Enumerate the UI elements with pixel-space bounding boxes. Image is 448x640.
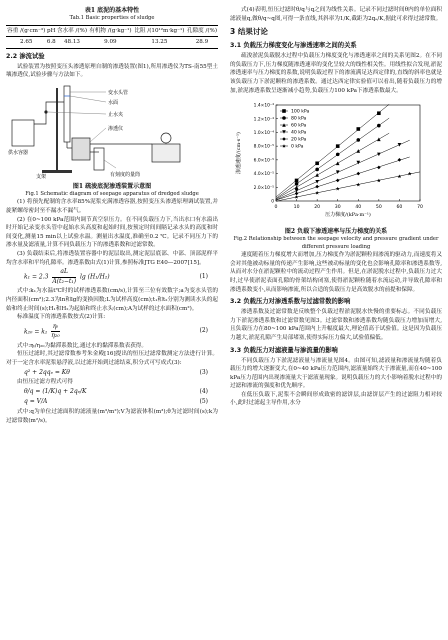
legend-label: 60 kPa — [291, 123, 307, 129]
paragraph: 由恒压过滤方程式可得 — [17, 379, 73, 386]
data-point-square — [295, 179, 299, 183]
data-point-square — [377, 112, 381, 116]
paragraph: 疏浚淤泥负载脱水过程中负载压力梯度变化与渗透速率之间的关系见图2。在不同的负载压力下,压力梯度随渗透速率的变化呈较大的线性相关性。用线性拟合发现,淤泥渗透速率与压力梯度的系数,说明负载过程下的渗流满足达西定律的,直线的斜率也就是该负载压力下淤泥颗粒的渗透系数。通过达西定律实验值可以看出,随着负载压力的增加,淤泥渗透系数呈逐渐减小趋势,负载压力100 kPa下渗透系数最大。 — [230, 53, 442, 94]
graduated-cylinder — [94, 148, 104, 170]
data-point-star — [408, 172, 412, 176]
y-tick-label: 1.0×10⁻⁴ — [253, 131, 274, 137]
label-graduated: 有刻度的量筒 — [110, 171, 141, 178]
y-tick-label: 1.4×10⁻⁴ — [253, 103, 274, 109]
equation-number: (4) — [199, 387, 208, 395]
label-water: 水面 — [108, 99, 119, 106]
table-header: 比阻 /(10¹²m·kg⁻¹) — [133, 25, 186, 36]
legend-label: 80 kPa — [291, 116, 307, 122]
data-point-circle — [295, 182, 299, 186]
paragraph: 试验装置为按照变压头渗透原理自制的渗透装置(图1),所用渗透仪为TS-南55型土壤渗透仪,试验步骤与方法如下。 — [6, 63, 218, 79]
y-tick-label: 1.2×10⁻⁴ — [253, 117, 274, 123]
equation-5: q = V/A (5) — [24, 398, 208, 406]
equation-1: k₁ = 2.3 $\frac{aL}{\text{A(t₂−t₁)}}$ lg (H₁/H₂) (1) — [24, 268, 208, 285]
x-axis-label: 压力梯度/(kPa·m⁻¹) — [325, 212, 371, 219]
label-container: 供水容器 — [8, 149, 29, 156]
legend-label: 40 kPa — [291, 130, 307, 136]
table-cell: 13.25 — [133, 37, 186, 49]
paragraph: 式中:k₁为水温t℃时的试样渗透系数(cm/s),计算至三位有效数字;a为变水头管的内径面积(cm²);2.3为ln和lg的变换因数;L为试样高度(cm);t₁和t₂分别为测读水头的起始和终止时间(s);H₁和H₂为起始和终止水头(cm);A为试样的过水面积(cm²)。 — [6, 288, 218, 312]
paragraph: 渗透系数及过滤常数是反映整个负载过程淤泥脱水快慢的重要标志。不同负载压力下淤泥渗透系数和过滤常数见图3。过滤常数和渗透系数均随负载压力增加而增大,且负载压力在80~100 kPa范围内上升幅度最大,理论值高于试验值。这是因为负载压力越大,淤泥孔隙产生局部堵塞,使得实际压力偏大,试验值偏低。 — [230, 309, 442, 341]
apparatus-diagram — [6, 82, 218, 180]
x-tick-label: 30 — [334, 205, 341, 211]
legend-label: 20 kPa — [291, 137, 307, 143]
label-permeameter: 渗透仪 — [108, 125, 124, 132]
paragraph: 恒压过滤时,其过滤常数参考朱金殿[16]提出的恒压过滤常数测定方法进行计算。对于一定含水率泥浆悬浮液,以过滤开始到过滤结束,积分式可写成式(3): — [6, 351, 218, 367]
y-tick-label: 8.0×10⁻⁵ — [253, 144, 274, 150]
paragraph: 速度随着压力梯度增大而增加,压力梯度作为淤泥颗粒间渗流的驱动力,而速度将又会对其他被动标量的传递产生影响,这些被动标量的变化也会影响孔隙率和渗透系数等,从而对水分在淤泥颗粒中的流动过程产生作用。但是,在淤泥脱水过程中,负载压力过大时,过早使淤泥表面孔隙的骨架结构闭塞,使得淤泥颗粒随着水流运动,并导致孔隙率和渗透系数变小,从而影响渗流,所以合适的负载压力是高效脱水的前提和保障。 — [230, 252, 442, 293]
data-point-circle — [336, 153, 340, 157]
table-cell: 48.13 — [56, 37, 88, 49]
clip-icon — [44, 110, 47, 113]
data-point-star — [398, 175, 402, 179]
left-column — [6, 6, 218, 425]
data-point-square — [356, 127, 360, 131]
table1-title-en: Tab.1 Basic properties of sludge — [69, 15, 155, 21]
y-tick-label: 2.0×10⁻⁵ — [253, 186, 274, 192]
data-point-triangle-up — [356, 149, 360, 153]
y-tick-label: 4.0×10⁻⁵ — [253, 172, 274, 178]
label-stand: 支架 — [36, 173, 47, 180]
data-point-circle — [315, 168, 319, 172]
paragraph: 式(4)表明,恒压过滤时θ/q与q之间为线性关系。记录不同过滤时间θ内的单位面积滤液量q,做θ/q~q图,可得一条直线,其斜率为1/K,截距为2qₑ/K,据此可求得过滤常数。 — [230, 7, 442, 22]
y-tick-label: 6.0×10⁻⁵ — [253, 158, 274, 164]
data-point-diamond — [295, 192, 299, 196]
equation-number: (2) — [199, 327, 208, 335]
fit-line — [276, 133, 389, 199]
table1 — [6, 25, 218, 49]
table-cell: 2.65 — [6, 37, 47, 49]
supply-container — [12, 120, 34, 146]
table-cell: 9.09 — [88, 37, 133, 49]
section-3-1-heading: 3.1 负载压力梯度变化与渗透速率之间的关系 — [230, 42, 357, 50]
figure-2 — [230, 97, 442, 225]
vacuum-pump — [152, 144, 180, 162]
data-point-diamond — [398, 158, 402, 162]
paragraph: 在低压负载下,泥浆不会瞬间形成致密的滤饼层,由滤饼层产生的过滤阻力相对较小,此时过滤起主导作用,水分 — [230, 391, 442, 407]
data-point-diamond — [315, 185, 319, 189]
data-point-diamond — [336, 179, 340, 183]
data-point-triangle-down — [336, 171, 340, 175]
table1-header-row — [6, 25, 218, 36]
stand-rod — [56, 88, 58, 172]
data-point-triangle-down — [315, 180, 319, 184]
x-tick-label: 70 — [417, 205, 423, 211]
figure-2-caption-en: Fig.2 Relationship between the seepage velocity and pressure gradient under different pressure loading — [233, 236, 439, 250]
data-point-star — [377, 179, 381, 183]
data-point-diamond — [377, 166, 381, 170]
stand-base — [42, 170, 72, 173]
right-column — [230, 6, 442, 408]
step-3: (3) 负载结束后,将渗透装置容器中的泥层取出,测定泥层底部、中部、顶部泥样平均含水率和平均孔隙率。渗透系数由式(1)计算,参照标准JTG E40—2007[15]。 — [6, 250, 218, 266]
x-tick-label: 60 — [396, 205, 403, 211]
paragraph: 式中:q为单位过滤面积的滤液量(m³/m²);V为滤液体积(m³);θ为过滤时间(s);k为过滤常数(m²/s)。 — [6, 409, 218, 424]
table-row — [6, 37, 218, 49]
x-tick-label: 10 — [293, 205, 300, 211]
x-tick-label: 20 — [314, 205, 321, 211]
y-axis-label: 渗透速度/(cm·s⁻¹) — [236, 132, 242, 175]
data-point-triangle-up — [336, 162, 340, 166]
data-point-triangle-up — [377, 138, 381, 142]
data-point-star — [336, 187, 340, 191]
x-tick-label: 40 — [355, 205, 362, 211]
data-point-triangle-up — [295, 186, 299, 190]
table-header: pH — [47, 25, 56, 36]
equation-number: (3) — [199, 368, 208, 376]
head-tube — [64, 86, 70, 142]
data-point-circle — [356, 138, 360, 142]
equation-2: k₂₀ = k₁ $\frac{\text{ηₜ}}{\text{η₂₀}}$ (2) — [24, 322, 208, 340]
data-point-triangle-up — [315, 173, 319, 177]
equation-number: (1) — [199, 272, 208, 280]
table-header: 含水率 /(%) — [56, 25, 88, 36]
data-point-square — [315, 162, 319, 166]
data-point-star — [315, 191, 319, 195]
table-header: 有机物 /(g·kg⁻¹) — [88, 25, 133, 36]
section-3-2-heading: 3.2 负载压力对渗透系数与过滤常数的影响 — [230, 298, 351, 306]
table-header: 孔隙度 /(%) — [186, 25, 218, 36]
legend-label: 100 kPa — [291, 109, 310, 115]
table-cell: 6.8 — [47, 37, 56, 49]
section-3-3-heading: 3.3 负载压力对滤液量与渗流量的影响 — [230, 346, 338, 354]
data-point-star — [356, 183, 360, 187]
table-cell: 28.9 — [186, 37, 218, 49]
equation-3: q² + 2qqₑ = Kθ (3) — [24, 368, 208, 376]
data-point-circle — [377, 124, 381, 128]
gauge-icon — [161, 133, 171, 143]
step-2: (2) 在0~100 kPa范围内调节真空泵压力。在不同负载压力下,当出水口有水溢出时开始记录变水头管中起始水头高度和起始时间,按预定时间间隔记录水头的高度和时间变化,测量15 min以上试验水温。测量出水温度,准确至0.2 ℃。记录不同压力下的渗水量及滤液量,计算不同负载压力下的渗透系数和过滤常数。 — [6, 216, 218, 249]
step-1: (1) 将预先配制的含水率85%泥浆充满渗透容器,按照变压头渗透原理调试装置,并旋紧螺母密封至不漏水不漏气。 — [6, 199, 218, 214]
data-point-triangle-down — [398, 143, 402, 147]
section-2-2-heading: 2.2 渗流试验 — [6, 52, 45, 60]
figure-1-caption-en: Fig.1 Schematic diagram of seepage apparatus of dredged sludge — [25, 190, 199, 197]
figure-2-caption-cn: 图2 负载下渗透速率与压力梯度的关系 — [284, 228, 388, 236]
paragraph: 不同负载压力下淤泥滤液量与渗流量见图4。由图可知,滤液量和渗流量均随着负载压力的增大逐渐变大,在0~40 kPa压力范围内,滤液量始终大于渗流量,而在40~100 kPa压力范围内出现渗流量大于滤液量现象。说明负载压力的大小影响着脱水过程中的过滤和渗流的强度和优先顺序。 — [230, 357, 442, 390]
section-3-heading: 3 结果讨论 — [230, 27, 268, 37]
figure-2-chart — [230, 97, 442, 225]
x-tick-label: 0 — [274, 205, 278, 211]
label-tube: 变水头管 — [108, 89, 129, 96]
equation-4: θ/q = (1/K)q + 2qₑ/K (4) — [24, 387, 208, 395]
label-clip: 止水夹 — [108, 111, 124, 118]
paragraph: 式中:ηₜ/η₂₀为黏滞系数比,通过水的黏滞系数表获得。 — [17, 342, 147, 349]
table1-title-cn: 表1 底泥的基本特性 — [84, 7, 140, 14]
figure-1 — [6, 82, 218, 180]
x-tick-label: 50 — [375, 205, 382, 211]
data-point-square — [336, 144, 340, 148]
table-header: 容重 /(g·cm⁻³) — [6, 25, 47, 36]
y-tick-label: 0 — [271, 199, 274, 205]
data-point-diamond — [356, 172, 360, 176]
figure-1-caption-cn: 图1 疏浚底泥渗透装置示意图 — [72, 182, 152, 190]
legend-label: 0 kPa — [291, 144, 304, 150]
equation-number: (5) — [199, 398, 208, 406]
permeameter-body — [72, 138, 90, 160]
data-point-star — [295, 195, 299, 199]
paragraph: 标准温度下的渗透系数按式(2)计算: — [17, 314, 106, 321]
